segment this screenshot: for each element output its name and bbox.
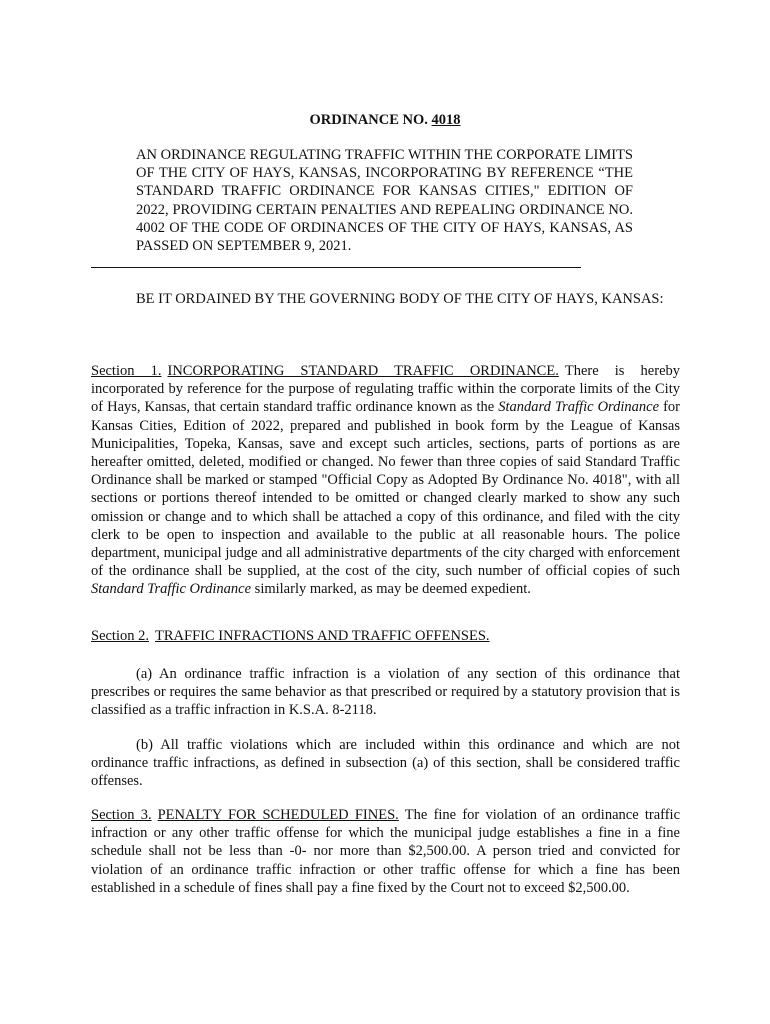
ordinance-number: 4018	[431, 112, 461, 128]
section-2-number: Section 2.	[91, 628, 149, 644]
section-1-heading: INCORPORATING STANDARD TRAFFIC ORDINANCE.	[167, 363, 559, 379]
section-2-heading-line	[91, 627, 680, 645]
section-1	[91, 362, 680, 599]
section-3-number: Section 3.	[91, 807, 152, 823]
ordinance-title	[0, 111, 770, 129]
section-2-paragraph-b: (b) All traffic violations which are included within this ordinance and which are not ordinance traffic infractions, as defined in subsection (a) of this section, shall be considered traffic offenses.	[91, 737, 680, 790]
section-1-italic-a: Standard Traffic Ordinance	[498, 399, 660, 416]
section-2-paragraph-a: (a) An ordinance traffic infraction is a violation of any section of this ordinance that prescribes or requires the same behavior as that prescribed or required by a statutory provision that is classified as a traffic infraction in K.S.A. 8-2118.	[91, 666, 680, 719]
enacting-clause: BE IT ORDAINED BY THE GOVERNING BODY OF THE CITY OF HAYS, KANSAS:	[136, 291, 664, 307]
section-1-italic-b: Standard Traffic Ordinance	[91, 581, 252, 598]
section-1-text-a: There is hereby incorporated by reference for the purpose of regulating traffic within the corporate limits of the City of Hays, Kansas, that certain standard traffic ordinance known as the	[91, 363, 681, 416]
section-1-text-b: for Kansas Cities, Edition of 2022, prepared and published in book form by the League of Kansas Municipalities, Topeka, Kansas, save and except such articles, sections, parts of portions as are hereafter omitted, deleted, modified or changed. No fewer than three copies of said Standard Traffic Ordinance shall be marked or stamped "Official Copy as Adopted By Ordinance No. 4018", with all sections or portions thereof intended to be omitted or changed clearly marked to show any such omission or change and to which shall be attached a copy of this ordinance, and filed with the city clerk to be open to inspection and available to the public at all reasonable hours. The police department, municipal judge and all administrative departments of the city charged with enforcement of the ordinance shall be supplied, at the cost of the city, such number of official copies of such	[91, 399, 680, 580]
section-2-heading: TRAFFIC INFRACTIONS AND TRAFFIC OFFENSES.	[155, 628, 490, 644]
section-1-text-c: similarly marked, as may be deemed expedient.	[251, 581, 531, 598]
ordinance-preamble: AN ORDINANCE REGULATING TRAFFIC WITHIN THE CORPORATE LIMITS OF THE CITY OF HAYS, KANSAS, INCORPORATING BY REFERENCE “THE STANDARD TRAFFIC ORDINANCE FOR KANSAS CITIES," EDITION OF 2022, PROVIDING CERTAIN PENALTIES AND REPEALING ORDINANCE NO. 4002 OF THE CODE OF ORDINANCES OF THE CITY OF HAYS, KANSAS, AS PASSED ON SEPTEMBER 9, 2021.	[136, 147, 633, 255]
divider-line	[91, 267, 581, 268]
section-3-text: The fine for violation of an ordinance traffic infraction or any other traffic offense for which the municipal judge establishes a fine in a fine schedule shall not be less than -0- nor more than $2,500.00. A person tried and convicted for violation of an ordinance traffic infraction or other traffic offense for which a fine has been established in a schedule of fines shall pay a fine fixed by the Court not to exceed $2,500.00.	[91, 807, 681, 896]
section-3	[91, 806, 680, 897]
section-1-number: Section 1.	[91, 363, 162, 379]
section-3-heading: PENALTY FOR SCHEDULED FINES.	[157, 807, 399, 823]
ordinance-label: ORDINANCE NO.	[309, 112, 432, 128]
